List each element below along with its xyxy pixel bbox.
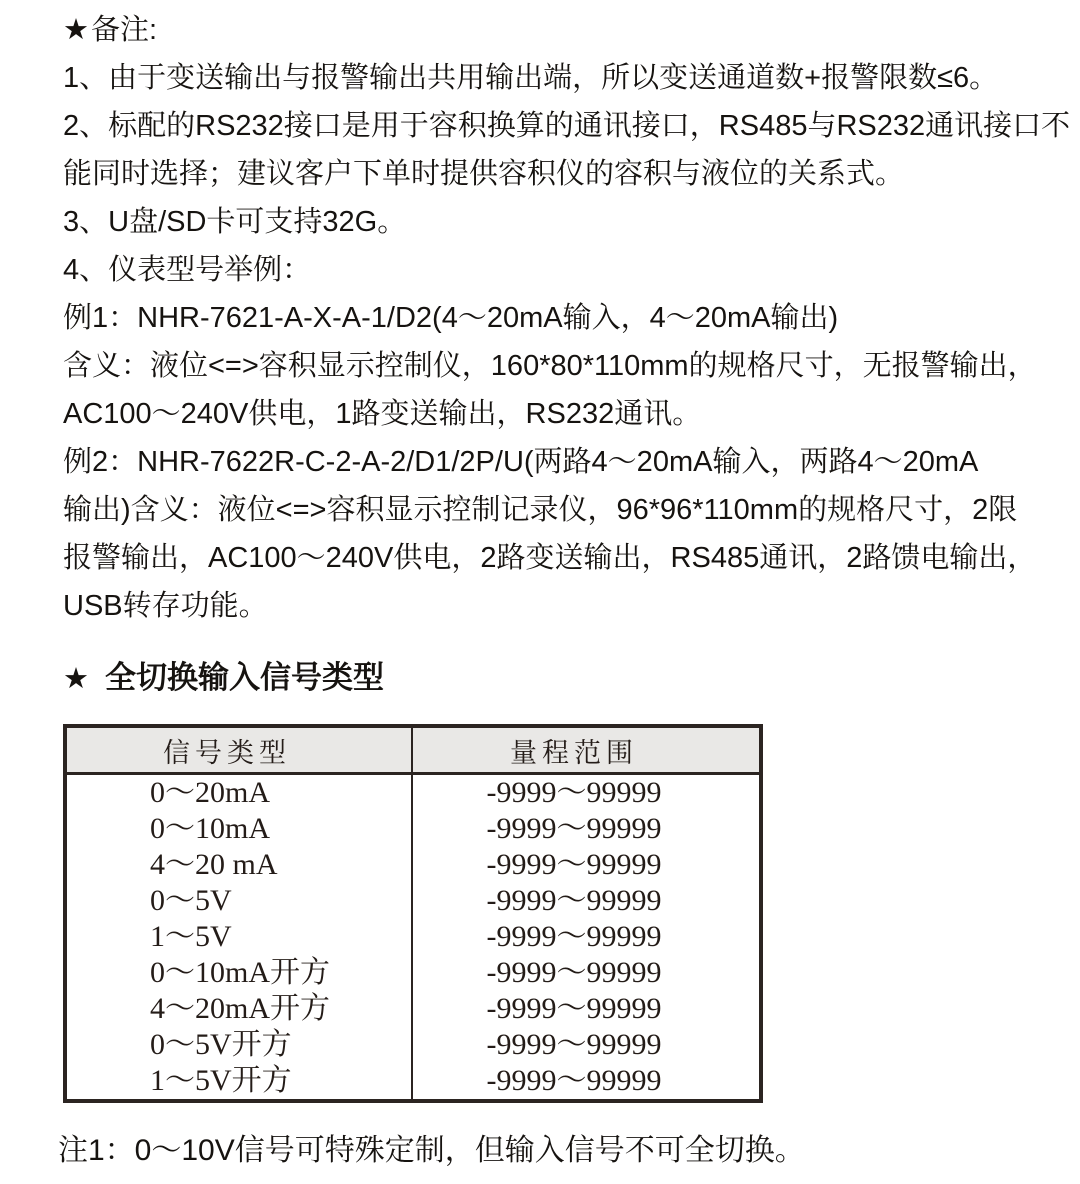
signal-type-cell: 1～5V <box>67 919 413 955</box>
range-cell: -9999～99999 <box>486 884 662 917</box>
notes-body <box>63 54 1080 630</box>
note-line: 能同时选择；建议客户下单时提供容积仪的容积与液位的关系式。 <box>63 158 905 190</box>
note-line: 输出)含义：液位<=>容积显示控制记录仪，96*96*110mm的规格尺寸，2限 <box>63 494 1018 526</box>
signal-section-heading-label: 全切换输入信号类型 <box>105 660 384 695</box>
note-line: AC100～240V供电，1路变送输出，RS232通讯。 <box>63 398 702 430</box>
footnote: 注1：0～10V信号可特殊定制，但输入信号不可全切换。 <box>58 1134 805 1167</box>
signal-type-cell: 0～5V开方 <box>67 1027 413 1063</box>
signal-type-cell: 0～20mA <box>67 775 413 811</box>
table-row <box>67 847 759 883</box>
signal-section-heading <box>63 654 1080 703</box>
signal-type-cell: 4～20 mA <box>67 847 413 883</box>
signal-type-cell: 0～10mA <box>67 811 413 847</box>
range-cell: -9999～99999 <box>486 1064 662 1097</box>
notes-title <box>63 6 1080 54</box>
range-cell: -9999～99999 <box>486 776 662 809</box>
table-row <box>67 955 759 991</box>
table-row <box>67 991 759 1027</box>
column-header-signal-type: 信号类型 <box>67 728 413 775</box>
note-line: 3、U盘/SD卡可支持32G。 <box>63 206 407 238</box>
note-line: 2、标配的RS232接口是用于容积换算的通讯接口，RS485与RS232通讯接口不 <box>63 110 1071 142</box>
signal-type-cell: 1～5V开方 <box>67 1063 413 1099</box>
table-row <box>67 811 759 847</box>
note-line: 含义：液位<=>容积显示控制仪，160*80*110mm的规格尺寸，无报警输出， <box>63 350 1037 382</box>
header-row <box>67 728 759 775</box>
range-cell: -9999～99999 <box>486 812 662 845</box>
range-cell: -9999～99999 <box>486 1028 662 1061</box>
signal-type-cell: 4～20mA开方 <box>67 991 413 1027</box>
signal-type-cell: 0～10mA开方 <box>67 955 413 991</box>
table-row <box>67 1063 759 1099</box>
column-header-range: 量程范围 <box>413 728 759 775</box>
note-line: 例1：NHR-7621-A-X-A-1/D2(4～20mA输入，4～20mA输出) <box>63 302 839 334</box>
table-row <box>67 919 759 955</box>
range-cell: -9999～99999 <box>486 848 662 881</box>
table-row <box>67 883 759 919</box>
range-cell: -9999～99999 <box>486 920 662 953</box>
star-icon: ★ <box>63 14 89 46</box>
note-line: 例2：NHR-7622R-C-2-A-2/D1/2P/U(两路4～20mA输入，两路4～20mA <box>63 446 979 478</box>
signal-table-header <box>67 728 759 775</box>
signal-table <box>63 724 763 1103</box>
star-icon: ★ <box>63 663 89 695</box>
note-line: 4、仪表型号举例： <box>63 254 312 286</box>
signal-type-cell: 0～5V <box>67 883 413 919</box>
table-row <box>67 1027 759 1063</box>
table-row <box>67 775 759 811</box>
range-cell: -9999～99999 <box>486 992 662 1025</box>
notes-title-label: 备注: <box>91 14 158 46</box>
note-line: 报警输出，AC100～240V供电，2路变送输出，RS485通讯，2路馈电输出， <box>63 542 1037 574</box>
range-cell: -9999～99999 <box>486 956 662 989</box>
note-line: USB转存功能。 <box>63 590 268 622</box>
note-line: 1、由于变送输出与报警输出共用输出端，所以变送通道数+报警限数≤6。 <box>63 62 999 94</box>
signal-table-body <box>67 775 759 1099</box>
